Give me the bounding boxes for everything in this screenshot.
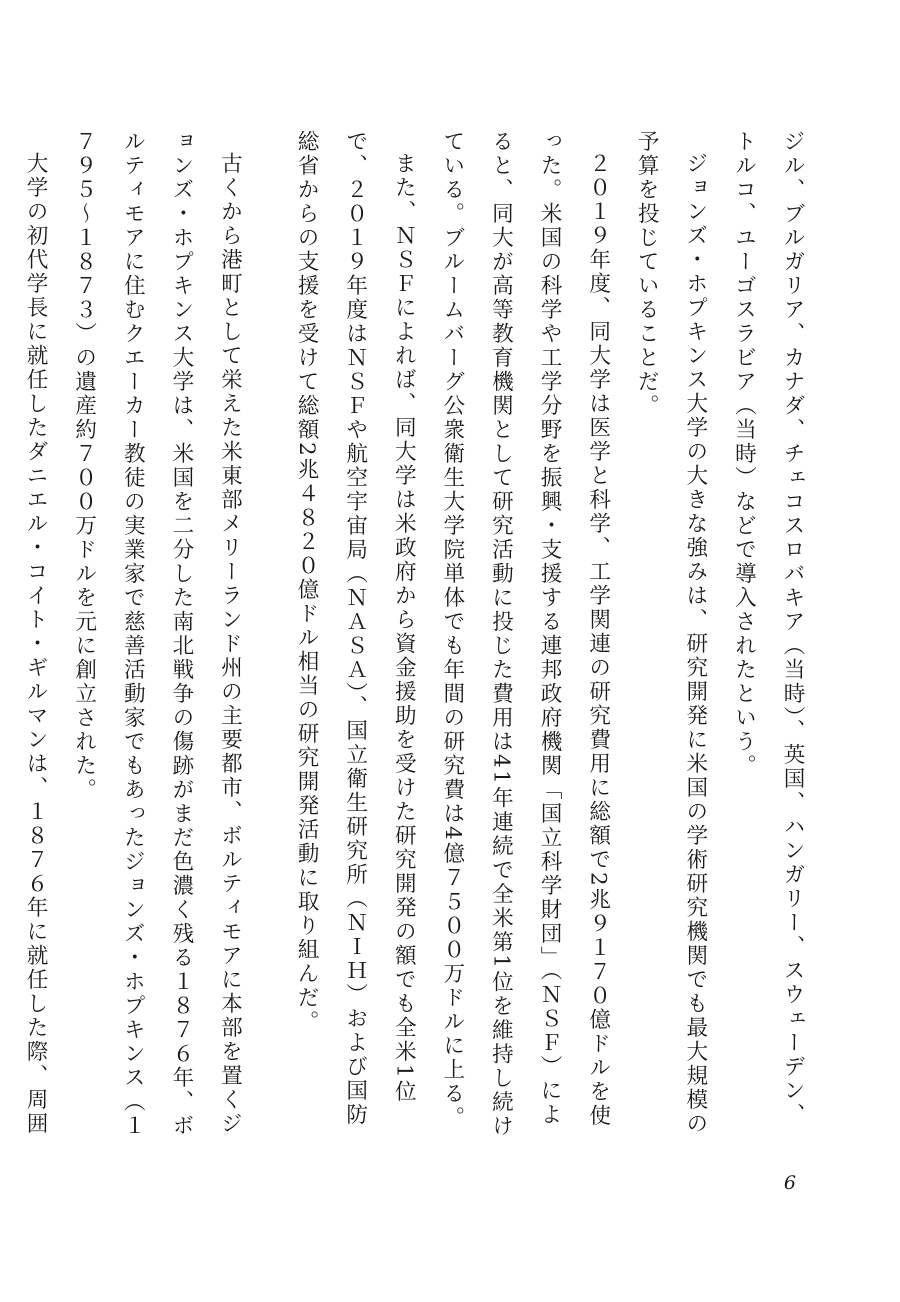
paragraph-2019-research-spending: ２０１９年度、同大学は医学と科学、工学関連の研究費用に総額で2兆９１７０億ドルを使った。米国の科学や工学分野を振興・支援する連邦政府機関「国立科学財団」（ＮＳＦ）によると、同大が高等教育機関として研究活動に投じた費用は41年連続で全米第1位を維持し続けている。ブルームバーグ公衆衛生大学院単体でも年間の研究費は4億７５００万ドルに上る。 [439,130,611,1139]
section-gap [253,130,281,1150]
paragraph-first-president: 大学の初代学長に就任したダニエル・コイト・ギルマンは、１８７６年に就任した際、周囲 [23,151,49,1136]
vertical-text-body [23,130,816,1150]
paragraph-research-strength: ジョンズ・ホプキンス大学の大きな強みは、研究開発に米国の学術研究機関でも最大規模の予算を投じていることだ。 [634,130,708,1136]
paragraph-university-founding: 古くから港町として栄えた米東部メリーランド州の主要都市、ボルティモアに本部を置くジョンズ・ホプキンス大学は、米国を二分した南北戦争の傷跡がまだ色濃く残る１８７６年、ボルティモアに住むクエーカー教徒の実業家で慈善活動家でもあったジョンズ・ホプキンス（１７９５～１８７３）の遺産約７００万ドルを元に創立された。 [71,130,243,1138]
paragraph-federal-funding: また、ＮＳＦによれば、同大学は米政府から資金援助を受けた研究開発の額でも全米1位で、２０１９年度はＮＳＦや航空宇宙局（ＮＡＳＡ）、国立衛生研究所（ＮＩＨ）および国防総省からの支援を受けて総額2兆４８２０億ドル相当の研究開発活動に取り組んだ。 [294,130,417,1128]
page-number: 6 [783,1172,796,1194]
paragraph-continued-countries: ジル、ブルガリア、カナダ、チェコスロバキア（当時）、英国、ハンガリー、スウェーデン、トルコ、ユーゴスラビア（当時）などで導入されたという。 [731,130,805,1128]
